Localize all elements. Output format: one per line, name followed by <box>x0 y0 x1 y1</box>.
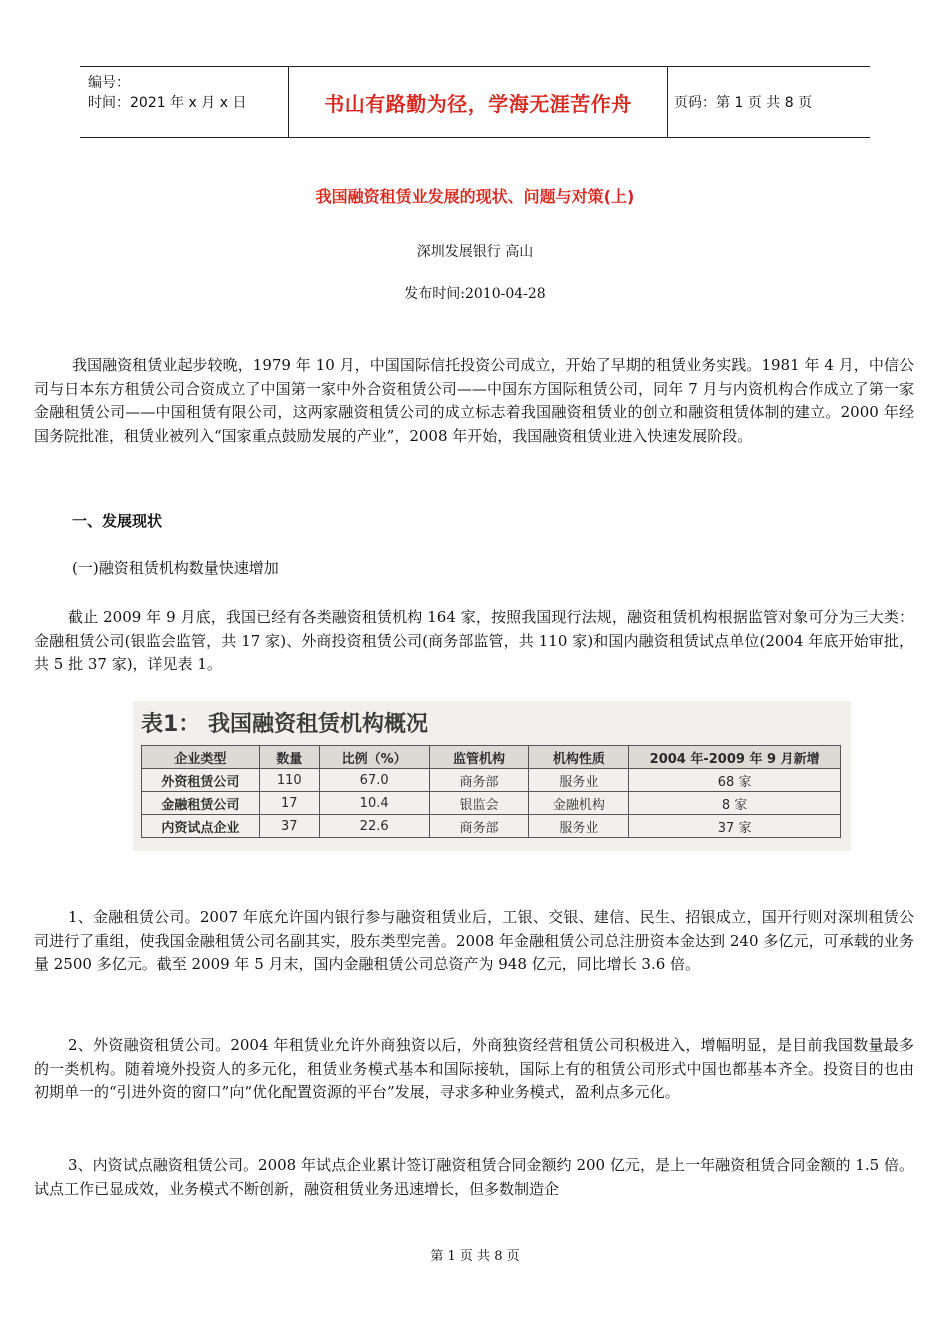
institutions-table <box>141 745 841 838</box>
intro-paragraph: 我国融资租赁业起步较晚，1979 年 10 月，中国国际信托投资公司成立，开始了早期的租赁业务实践。1981 年 4 月，中信公司与日本东方租赁公司合资成立了中国第一家中外合资租赁公司——中国东方国际租赁公司，同年 7 月与内资机构合作成立了第一家金融租赁公司——中国租赁有限公司，这两家融资租赁公司的成立标志着我国融资租赁业的创立和融资租赁体制的建立。2000 年经国务院批准，租赁业被列入“国家重点鼓励发展的产业”，2008 年开始，我国融资租赁业进入快速发展阶段。 <box>34 356 914 445</box>
table-header-cell: 数量 <box>259 746 319 769</box>
table-image <box>133 701 851 851</box>
header-motto: 书山有路勤为径，学海无涯苦作舟 <box>288 67 668 137</box>
header-page-info: 页码：第 1 页 共 8 页 <box>674 95 813 111</box>
table-cell: 10.4 <box>319 792 429 815</box>
table-cell: 67.0 <box>319 769 429 792</box>
table-cell: 110 <box>259 769 319 792</box>
table-cell: 金融租赁公司 <box>142 792 260 815</box>
paragraph-domestic-leasing: 3、内资试点融资租赁公司。2008 年试点企业累计签订融资租赁合同金额约 200 亿元，是上一年融资租赁合同金额的 1.5 倍。试点工作已显成效，业务模式不断创新，融资租赁业务迅速增长，但多数制造企 <box>34 1156 914 1198</box>
section-heading: 一、发展现状 <box>72 512 163 530</box>
header-time-label: 时间：2021 年 x 月 x 日 <box>88 95 247 111</box>
table-cell: 银监会 <box>429 792 529 815</box>
table-cell: 外资租赁公司 <box>142 769 260 792</box>
table-cell: 22.6 <box>319 815 429 838</box>
table-cell: 内资试点企业 <box>142 815 260 838</box>
table-row <box>142 815 841 838</box>
paragraph-foreign-leasing: 2、外资融资租赁公司。2004 年租赁业允许外商独资以后，外商独资经营租赁公司积极进入，增幅明显，是目前我国数量最多的一类机构。随着境外投资人的多元化，租赁业务模式基本和国际接轨，国际上有的租赁公司形式中国也都基本齐全。投资目的也由初期单一的“引进外资的窗口”向“优化配置资源的平台”发展，寻求多种业务模式，盈利点多元化。 <box>34 1036 914 1101</box>
table-header-cell: 监管机构 <box>429 746 529 769</box>
table-title: 表1： 我国融资租赁机构概况 <box>141 712 428 737</box>
table-cell: 商务部 <box>429 815 529 838</box>
table-cell: 37 <box>259 815 319 838</box>
subsection-heading: (一)融资租赁机构数量快速增加 <box>72 559 279 577</box>
header-meta <box>80 67 288 137</box>
header-number-label: 编号： <box>88 75 130 91</box>
table-cell: 37 家 <box>629 815 841 838</box>
table-cell: 8 家 <box>629 792 841 815</box>
table-cell: 金融机构 <box>529 792 629 815</box>
table-header-row <box>142 746 841 769</box>
article-date: 发布时间:2010-04-28 <box>404 286 546 302</box>
article-author: 深圳发展银行 高山 <box>416 244 534 260</box>
table-header-cell: 机构性质 <box>529 746 629 769</box>
paragraph-institutions: 截止 2009 年 9 月底，我国已经有各类融资租赁机构 164 家，按照我国现行法规，融资租赁机构根据监管对象可分为三大类：金融租赁公司(银监会监管，共 17 家)、外商投资租赁公司(商务部监管，共 110 家)和国内融资租赁试点单位(2004 年底开始审批，共 5 批 37 家)，详见表 1。 <box>34 608 914 673</box>
table-header-cell: 比例（%） <box>319 746 429 769</box>
table-row <box>142 792 841 815</box>
table-cell: 商务部 <box>429 769 529 792</box>
page-footer: 第 1 页 共 8 页 <box>430 1249 520 1264</box>
table-cell: 68 家 <box>629 769 841 792</box>
table-cell: 17 <box>259 792 319 815</box>
article-title: 我国融资租赁业发展的现状、问题与对策(上) <box>315 187 635 206</box>
table-cell: 服务业 <box>529 815 629 838</box>
table-header-cell: 企业类型 <box>142 746 260 769</box>
document-header <box>80 66 870 138</box>
paragraph-financial-leasing: 1、金融租赁公司。2007 年底允许国内银行参与融资租赁业后，工银、交银、建信、民生、招银成立，国开行则对深圳租赁公司进行了重组，使我国金融租赁公司名副其实，股东类型完善。2008 年金融租赁公司总注册资本金达到 240 多亿元，可承载的业务量 2500 多亿元。截至 2009 年 5 月末，国内金融租赁公司总资产为 948 亿元，同比增长 3.6 倍。 <box>34 908 914 973</box>
table-header-cell: 2004 年-2009 年 9 月新增 <box>629 746 841 769</box>
table-cell: 服务业 <box>529 769 629 792</box>
table-row <box>142 769 841 792</box>
